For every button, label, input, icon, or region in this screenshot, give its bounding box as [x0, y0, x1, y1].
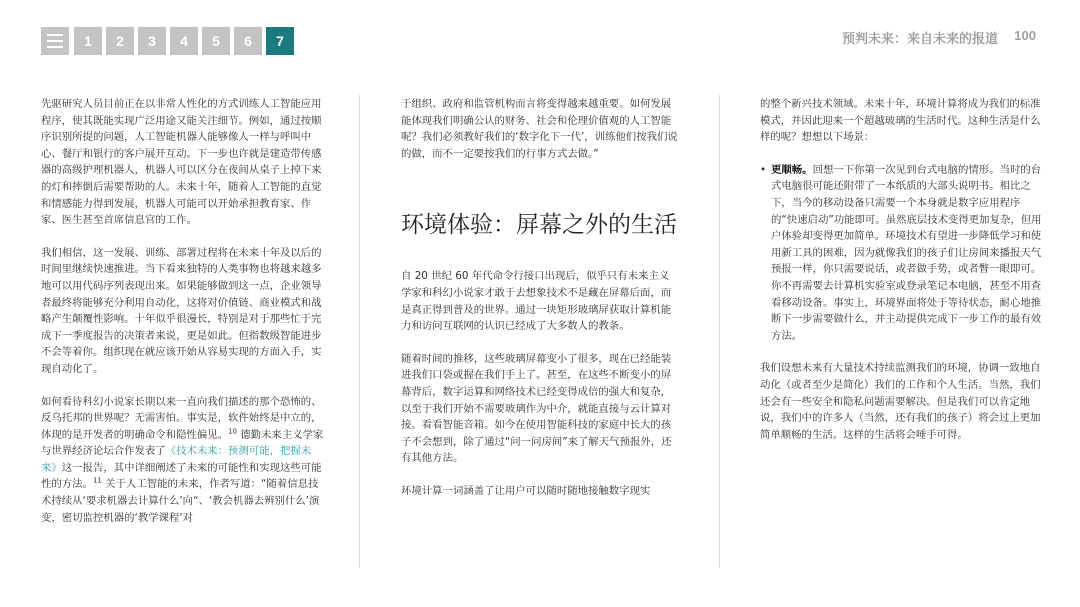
footnote-ref-10[interactable]: 10	[228, 427, 237, 436]
paragraph: 随着时间的推移，这些玻璃屏幕变小了很多，现在已经能装进我们口袋或握在我们手上了。甚至，在这些不断变小的屏幕背后，数字运算和网络技术已经变得成倍的强大和复杂，以至于我们开始不需要玻璃作为中介，就能直接与云计算对接。看看智能音箱。如今在使用智能科技的家庭中长大的孩子不会想到，除了通过“问一问房间”来了解天气预报外，还有其他方法。	[401, 352, 672, 465]
text-run: 如何看待科幻小说家长期以来一直向我们描述的那个恐怖的、反乌托邦的世界呢？无需害怕。事实是，软件始终是中立的，体现的是开发者的明确命令和隐性偏见。	[41, 395, 322, 441]
text-run: 这一报告，其中详细阐述了未来的可能性和实现这些可能性的方法。	[41, 461, 322, 491]
column-divider	[359, 95, 360, 568]
footnote-ref-11[interactable]: 11	[92, 477, 102, 485]
paragraph: 于组织、政府和监管机构而言将变得越来越重要。如何发展能体现我们明确公认的财务、社会和伦理价值观的人工智能呢？我们必须教好我们的‘数字化下一代’，训练他们按我们说的做，而不一定要按我们的行事方式去做。”	[401, 98, 678, 160]
paragraph	[41, 394, 324, 527]
text-column-3	[760, 96, 1042, 459]
text-run: 德勤未来主义学家与世界经济论坛合作发表了	[41, 428, 324, 458]
chapter-tabs	[74, 27, 298, 55]
chapter-tab-1[interactable]: 1	[74, 27, 102, 55]
top-navigation	[0, 0, 1080, 70]
paragraph: 的整个新兴技术领域。未来十年，环境计算将成为我们的标准模式，并因此迎来一个超越玻璃的生活时代。这种生活是什么样的呢？想想以下场景：	[760, 98, 1041, 144]
text-run: 关于人工智能的未来，作者写道：“随着信息技术持续从‘要求机器去计算什么’向“、‘教会机器去辨别什么’演变，密切监控机器的‘教学课程’对	[41, 478, 320, 524]
paragraph: 我们设想未来有大量技术持续监测我们的环境，协调一致地自动化（或者至少是简化）我们的工作和个人生活。当然，我们还会有一些安全和隐私问题需要解决。但是我们可以肯定地说，我们中的许多人（当然，还有我们的孩子）将会过上更加简单顺畅的生活。这样的生活将会唾手可得。	[760, 362, 1041, 441]
paragraph: 环境计算一词涵盖了让用户可以随时随地接触数字现实	[401, 484, 651, 497]
chapter-tab-6[interactable]: 6	[234, 27, 262, 55]
chapter-tab-3[interactable]: 3	[138, 27, 166, 55]
menu-icon[interactable]	[41, 27, 69, 55]
section-heading: 环境体验：屏幕之外的生活	[401, 212, 677, 239]
bullet-text: 回想一下你第一次见到台式电脑的情形。当时的台式电脑很可能还附带了一本纸质的大部头说明书。相比之下，当今的移动设备只需要一个本身就是数字应用程序的“快速启动”功能即可。虽然底层技术变得更加复杂，但用户体验却变得更加简单。环境技术有望进一步降低学习和使用新工具的困难，因为就像我们的孩子们让房间来播报天气预报一样，你只需要说话，或者做手势，或者瞥一眼即可。你不再需要去计算机实验室或登录笔记本电脑，甚至不用查看移动设备。事实上，环境界面将处于等待状态，耐心地推断下一步需要做什么，并主动提供完成下一步工作的最有效方法。	[771, 163, 1042, 342]
paragraph: 先驱研究人员目前正在以非常人性化的方式训练人工智能应用程序，使其既能实现广泛用途又能关注细节。例如，通过按顺序识别所提的问题，人工智能机器人能够像人一样与呼叫中心、餐厅和银行的客户展开互动。下一步也许就是建造带传感器的高级护理机器人，机器人可以区分在夜间从桌子上掉下来的灯和摔倒后需要帮助的人。未来十年，随着人工智能的直觉和情感能力得到发展，机器人可能可以开始承担教育家、作家、医生甚至首席信息官的工作。	[41, 98, 322, 227]
page-number: 100	[1014, 28, 1036, 43]
chapter-tab-4[interactable]: 4	[170, 27, 198, 55]
text-column-1	[41, 96, 324, 542]
paragraph: 我们相信，这一发展、训练、部署过程将在未来十年及以后的时间里继续快速推进。当下看来独特的人类事物也将越来越多地可以用代码序列表现出来。如果能够做到这一点，企业领导者最终将能够充分利用自动化，这将对价值链、商业模式和战略产生颠覆性影响。十年似乎很漫长，特别是对于那些忙于完成下一季度报告的决策者来说，更是如此。但指数级智能进步不会等着你。组织现在就应该开始从容易实现的方面入手，实现自动化了。	[41, 246, 322, 375]
document-title: 预判未来：来自未来的报道	[841, 32, 998, 47]
column-divider	[719, 95, 720, 568]
text-column-2	[401, 96, 679, 516]
bullet-title: 更顺畅。	[771, 163, 813, 176]
chapter-tab-5[interactable]: 5	[202, 27, 230, 55]
bullet-icon: •	[760, 163, 767, 176]
paragraph: 自 20 世纪 60 年代命令行接口出现后，似乎只有未来主义学家和科幻小说家才敢于去想象技术不是藏在屏幕后面，而是真正得到普及的世界。通过一块矩形玻璃屏获取计算机能力和访问互联网的认识已经成了大多数人的教条。	[401, 270, 672, 333]
report-link[interactable]: 《技术未来：预测可能，把握未来》	[41, 445, 312, 474]
chapter-tab-7[interactable]: 7	[266, 27, 294, 55]
chapter-tab-2[interactable]: 2	[106, 27, 134, 55]
bullet-item	[760, 162, 1042, 345]
